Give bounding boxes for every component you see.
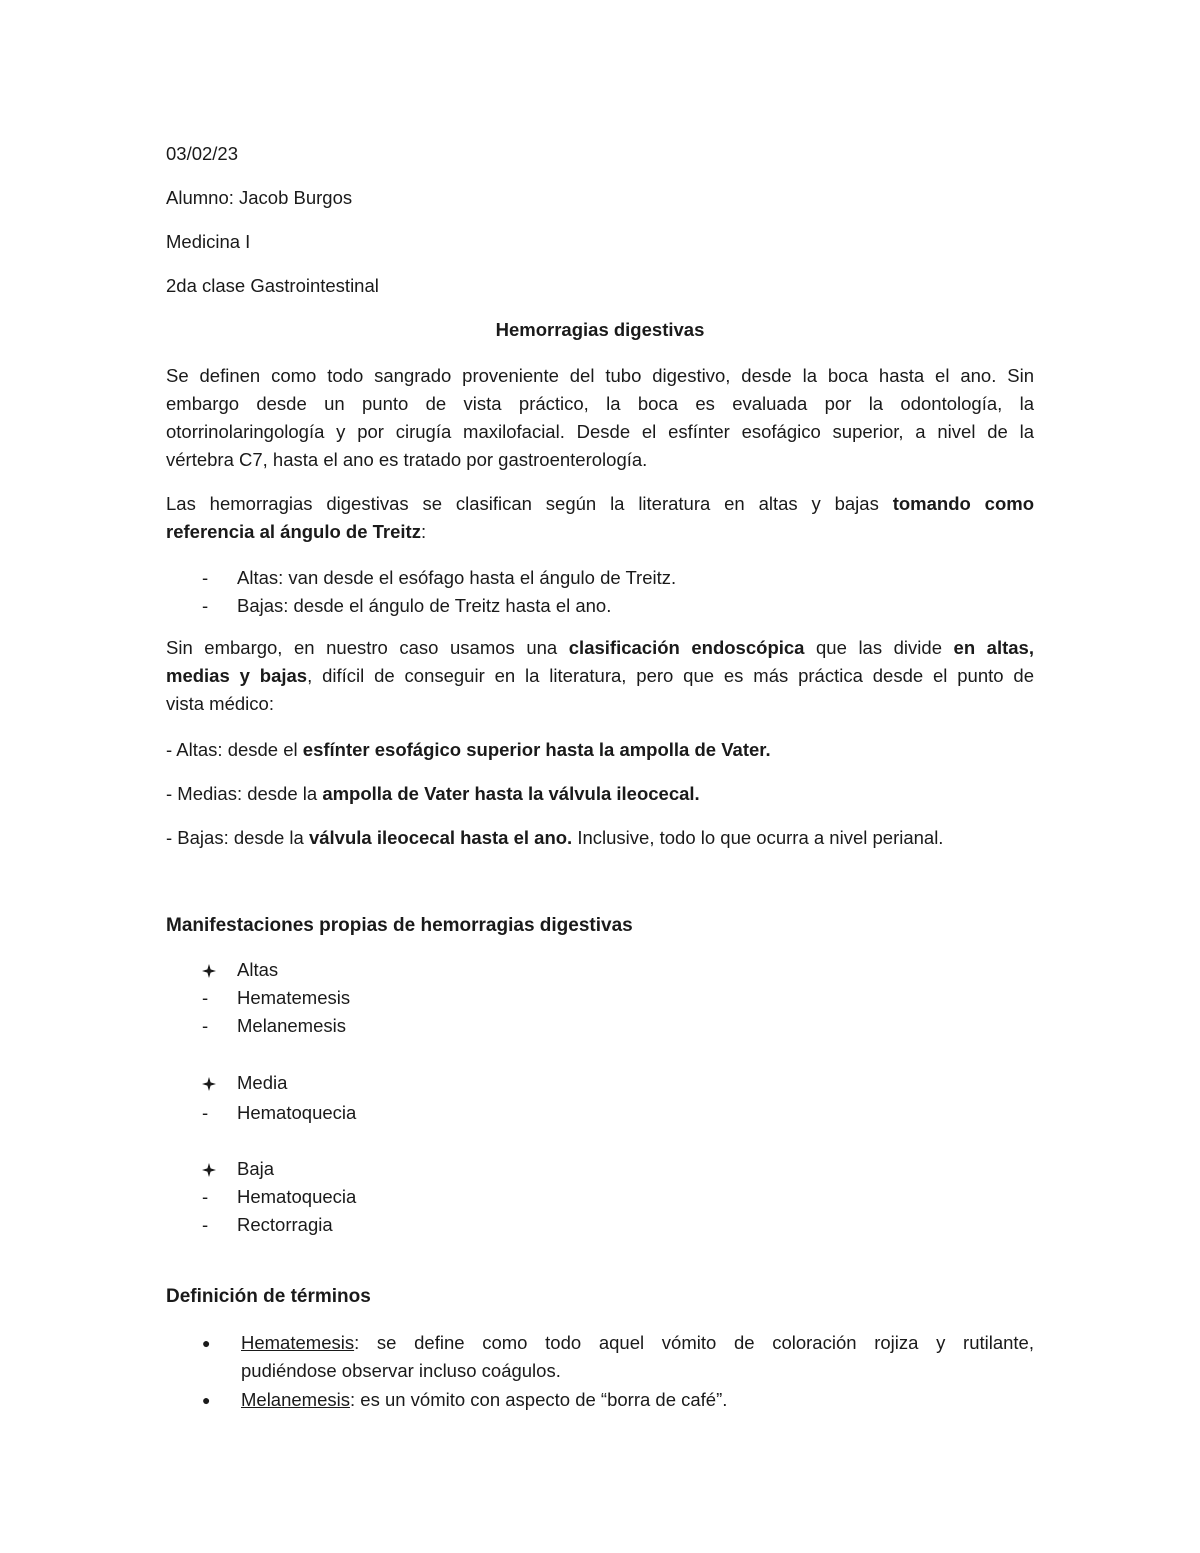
diamond-bullet-icon	[202, 1069, 222, 1097]
definition-item	[202, 1386, 1034, 1414]
paragraph-line	[241, 1386, 1034, 1414]
bold-span: ampolla de Vater hasta la válvula ileocecal.	[322, 783, 700, 804]
paragraph-line	[166, 634, 1034, 662]
bold-span: clasificación endoscópica	[568, 637, 805, 658]
diamond-bullet-icon	[202, 956, 222, 984]
paragraph-line	[166, 662, 1034, 690]
definition-body	[241, 1329, 1034, 1385]
bold-span: referencia al ángulo de Treitz	[166, 521, 421, 542]
term-underlined: Melanemesis	[241, 1389, 350, 1410]
list-item-text: Rectorragia	[237, 1214, 333, 1235]
group-label-text: Baja	[237, 1158, 275, 1179]
dash-marker: -	[202, 595, 209, 616]
dash-marker: -	[202, 1186, 209, 1207]
bold-span: en altas,	[953, 637, 1034, 658]
dash-marker: -	[202, 1214, 209, 1235]
section-heading-manifestations: Manifestaciones propias de hemorragias digestivas	[166, 915, 633, 936]
text-span: Sin embargo, en nuestro caso usamos una	[166, 637, 569, 658]
list-item-text: Melanemesis	[237, 1015, 346, 1036]
list-item-text: Hematemesis	[237, 987, 351, 1008]
paragraph-line	[166, 490, 1034, 518]
paragraph-line: vista médico:	[166, 693, 274, 714]
text-span: Las hemorragias digestivas se clasifican según la literatura en altas y bajas	[166, 493, 893, 514]
course-line: Medicina I	[166, 231, 251, 252]
date-line: 03/02/23	[166, 143, 239, 164]
term-underlined: Hematemesis	[241, 1332, 355, 1353]
dash-marker: -	[202, 567, 209, 588]
bold-span: medias y bajas	[166, 665, 308, 686]
bold-span: válvula ileocecal hasta el ano.	[308, 827, 573, 848]
paragraph-line	[241, 1329, 1034, 1357]
dash-marker: -	[202, 1102, 209, 1123]
paragraph-line: Se definen como todo sangrado proveniente del tubo digestivo, desde la boca hasta el ano. Sin	[166, 365, 1034, 386]
group-label-text: Altas	[237, 959, 279, 980]
dash-marker: -	[202, 987, 209, 1008]
class-medias-line	[166, 780, 700, 808]
section-heading-definitions: Definición de términos	[166, 1286, 371, 1307]
text-span: - Altas: desde el	[166, 739, 303, 760]
list-item-text: Altas: van desde el esófago hasta el ángulo de Treitz.	[237, 567, 677, 588]
document-title: Hemorragias digestivas	[495, 319, 705, 340]
text-span: Inclusive, todo lo que ocurra a nivel perianal.	[572, 827, 944, 848]
list-item-text: Bajas: desde el ángulo de Treitz hasta el ano.	[237, 595, 612, 616]
student-line: Alumno: Jacob Burgos	[166, 187, 353, 208]
text-span: , difícil de conseguir en la literatura, pero que es más práctica desde el punto de	[307, 665, 1034, 686]
bullet-marker: ●	[202, 1392, 211, 1408]
text-span: - Bajas: desde la	[166, 827, 309, 848]
class-line: 2da clase Gastrointestinal	[166, 275, 379, 296]
paragraph-line	[166, 518, 1034, 546]
text-span: que las divide	[804, 637, 954, 658]
group-label-text: Media	[237, 1072, 288, 1093]
paragraph-line: vértebra C7, hasta el ano es tratado por gastroenterología.	[166, 449, 648, 470]
bold-span: esfínter esofágico superior hasta la ampolla de Vater.	[302, 739, 771, 760]
dash-marker: -	[202, 1015, 209, 1036]
text-span: : se define como todo aquel vómito de coloración rojiza y rutilante,	[354, 1332, 1034, 1353]
definition-body	[241, 1386, 1034, 1414]
paragraph-definition	[166, 362, 1034, 474]
text-span: :	[420, 521, 427, 542]
text-span: - Medias: desde la	[166, 783, 323, 804]
paragraph-endoscopic	[166, 634, 1034, 718]
paragraph-line: otorrinolaringología y por cirugía maxilofacial. Desde el esfínter esofágico superior, a nivel de la	[166, 421, 1034, 442]
class-bajas-line	[166, 824, 943, 852]
bullet-marker: ●	[202, 1335, 211, 1351]
class-altas-line	[166, 736, 771, 764]
paragraph-classification	[166, 490, 1034, 546]
diamond-bullet-icon	[202, 1155, 222, 1183]
text-span: : es un vómito con aspecto de “borra de café”.	[350, 1389, 728, 1410]
list-item-text: Hematoquecia	[237, 1102, 357, 1123]
paragraph-line: pudiéndose observar incluso coágulos.	[241, 1360, 561, 1381]
bold-span: tomando como	[892, 493, 1034, 514]
list-item-text: Hematoquecia	[237, 1186, 357, 1207]
definition-item	[202, 1329, 1034, 1385]
paragraph-line: embargo desde un punto de vista práctico, la boca es evaluada por la odontología, la	[166, 393, 1034, 414]
